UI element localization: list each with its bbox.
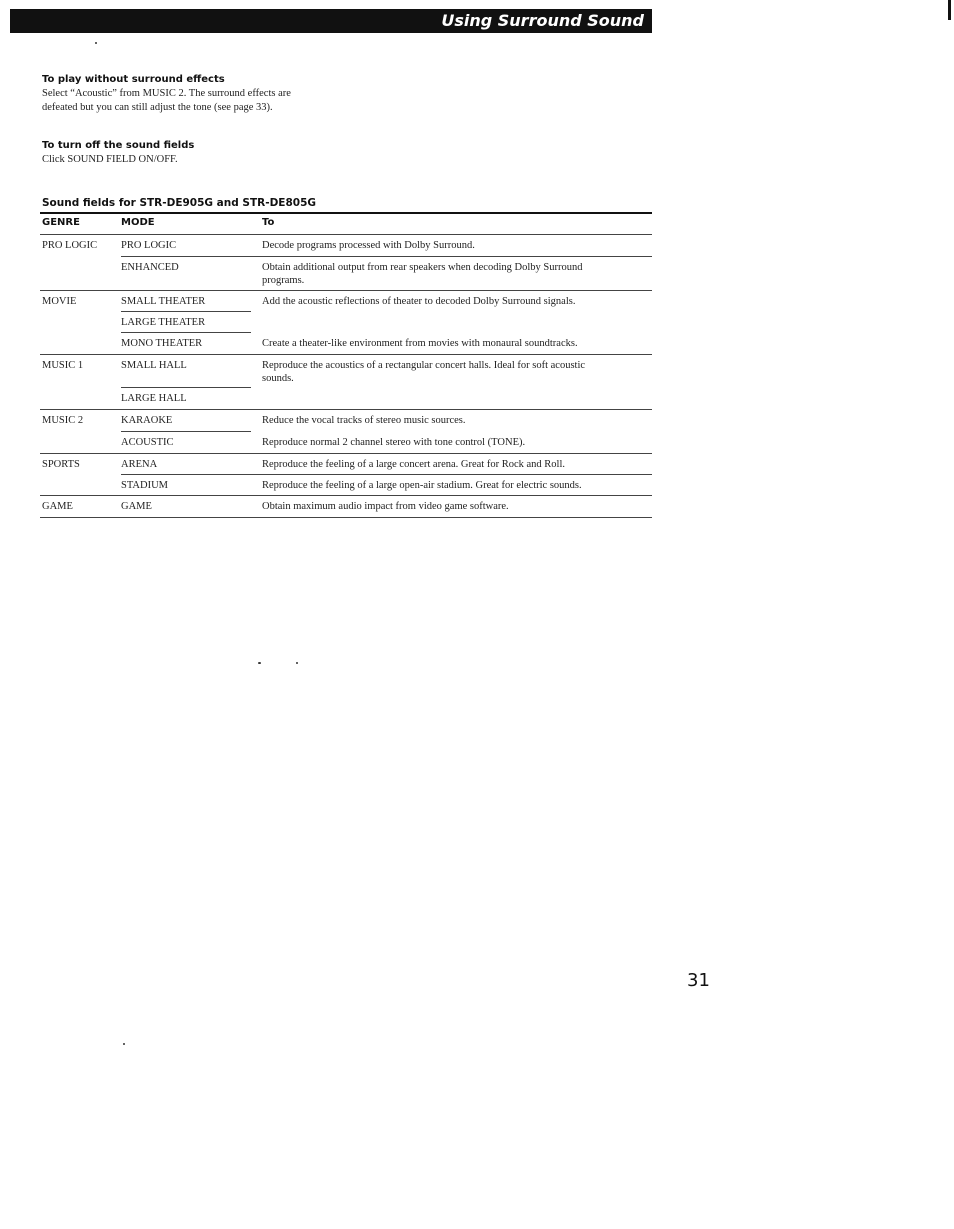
mode-cell: PRO LOGIC	[121, 240, 177, 251]
scan-speck	[296, 662, 298, 664]
table-rule	[40, 453, 652, 454]
table-rule	[40, 290, 652, 291]
scan-speck	[123, 1043, 125, 1045]
table-rule	[121, 311, 251, 312]
mode-cell: MONO THEATER	[121, 338, 203, 349]
table-rule	[121, 474, 652, 475]
column-header-genre: GENRE	[42, 217, 80, 228]
mode-cell: ENHANCED	[121, 262, 179, 273]
section-body-line: Select “Acoustic” from MUSIC 2. The surround effects are	[42, 88, 291, 99]
mode-cell: LARGE THEATER	[121, 317, 206, 328]
table-rule	[121, 431, 251, 432]
section-heading-sound-fields-off: To turn off the sound fields	[42, 140, 195, 151]
description-cell: Create a theater-like environment from movies with monaural soundtracks.	[262, 338, 578, 349]
description-cell: Reproduce the acoustics of a rectangular concert halls. Ideal for soft acoustic	[262, 360, 586, 371]
genre-cell: MUSIC 2	[42, 415, 84, 426]
scan-speck	[258, 662, 261, 664]
description-cell: sounds.	[262, 373, 294, 384]
mode-cell: KARAOKE	[121, 415, 173, 426]
genre-cell: MOVIE	[42, 296, 77, 307]
table-rule	[40, 517, 652, 518]
genre-cell: GAME	[42, 501, 73, 512]
column-header-to: To	[262, 217, 275, 228]
description-cell: Add the acoustic reflections of theater to decoded Dolby Surround signals.	[262, 296, 576, 307]
page-title: Using Surround Sound	[441, 11, 644, 30]
genre-cell: MUSIC 1	[42, 360, 84, 371]
mode-cell: LARGE HALL	[121, 393, 187, 404]
section-body-line: Click SOUND FIELD ON/OFF.	[42, 154, 178, 165]
table-rule	[40, 409, 652, 410]
page-number: 31	[687, 970, 710, 991]
description-cell: programs.	[262, 275, 305, 286]
genre-cell: SPORTS	[42, 459, 80, 470]
scan-speck	[95, 42, 97, 44]
table-rule	[40, 234, 652, 235]
mode-cell: GAME	[121, 501, 152, 512]
section-heading-surround-off: To play without surround effects	[42, 74, 225, 85]
description-cell: Reproduce the feeling of a large concert arena. Great for Rock and Roll.	[262, 459, 566, 470]
genre-cell: PRO LOGIC	[42, 240, 98, 251]
mode-cell: ARENA	[121, 459, 158, 470]
description-cell: Obtain additional output from rear speakers when decoding Dolby Surround	[262, 262, 583, 273]
edge-mark	[948, 0, 951, 20]
description-cell: Reduce the vocal tracks of stereo music sources.	[262, 415, 466, 426]
description-cell: Obtain maximum audio impact from video game software.	[262, 501, 509, 512]
description-cell: Reproduce the feeling of a large open-air stadium. Great for electric sounds.	[262, 480, 582, 491]
description-cell: Reproduce normal 2 channel stereo with tone control (TONE).	[262, 437, 526, 448]
column-header-mode: MODE	[121, 217, 155, 228]
mode-cell: STADIUM	[121, 480, 168, 491]
table-title: Sound fields for STR-DE905G and STR-DE805G	[42, 197, 317, 209]
table-rule	[121, 256, 652, 257]
table-rule	[40, 495, 652, 496]
mode-cell: SMALL HALL	[121, 360, 187, 371]
header-bar	[10, 9, 652, 33]
table-rule	[121, 387, 251, 388]
section-body-line: defeated but you can still adjust the tone (see page 33).	[42, 102, 273, 113]
table-rule	[121, 332, 251, 333]
table-rule	[40, 354, 652, 355]
description-cell: Decode programs processed with Dolby Surround.	[262, 240, 475, 251]
mode-cell: ACOUSTIC	[121, 437, 174, 448]
mode-cell: SMALL THEATER	[121, 296, 206, 307]
table-top-rule	[40, 212, 652, 214]
